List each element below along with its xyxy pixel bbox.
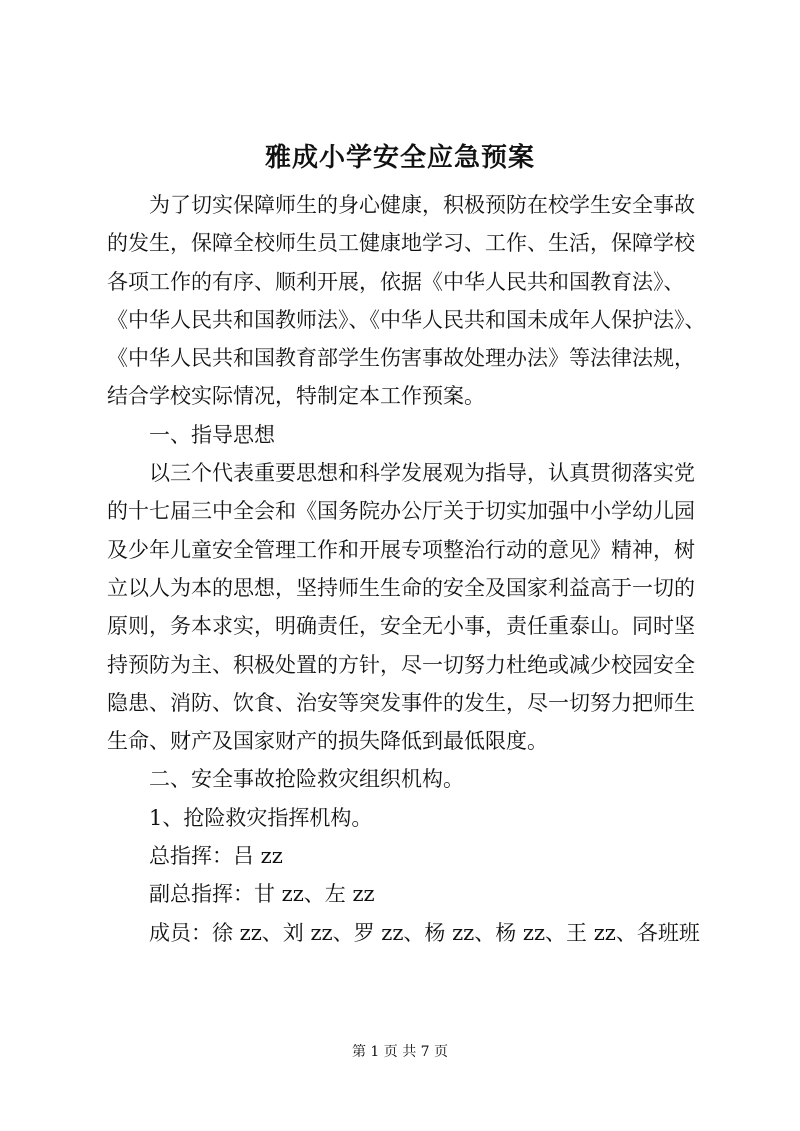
roster-line: 总指挥：吕 zz xyxy=(149,844,283,869)
paragraph-line: 生命、财产及国家财产的损失降低到最低限度。 xyxy=(107,729,548,754)
paragraph-line: 的十七届三中全会和《国务院办公厅关于切实加强中小学幼儿园 xyxy=(107,499,695,524)
document-body xyxy=(107,186,707,952)
page-footer: 第 1 页 共 7 页 xyxy=(351,1044,449,1060)
paragraph-line: 结合学校实际情况，特制定本工作预案。 xyxy=(107,384,485,409)
paragraph-line: 的发生，保障全校师生员工健康地学习、工作、生活，保障学校 xyxy=(107,231,695,256)
paragraph-line: 持预防为主、积极处置的方针，尽一切努力杜绝或减少校园安全 xyxy=(107,652,695,677)
paragraph-line: 立以人为本的思想，坚持师生生命的安全及国家利益高于一切的 xyxy=(107,575,695,600)
paragraph-line: 《中华人民共和国教育部学生伤害事故处理办法》等法律法规， xyxy=(107,346,695,371)
paragraph-line: 为了切实保障师生的身心健康，积极预防在校学生安全事故 xyxy=(149,193,695,217)
paragraph-line: 各项工作的有序、顺利开展，依据《中华人民共和国教育法》、 xyxy=(107,269,685,294)
paragraph-line: 隐患、消防、饮食、治安等突发事件的发生，尽一切努力把师生 xyxy=(107,690,695,715)
subsection-heading: 1、抢险救灾指挥机构。 xyxy=(149,805,373,830)
paragraph-line: 以三个代表重要思想和科学发展观为指导，认真贯彻落实党 xyxy=(149,461,695,486)
section-heading: 二、安全事故抢险救灾组织机构。 xyxy=(149,767,464,792)
paragraph-line: 《中华人民共和国教师法》、《中华人民共和国未成年人保护法》、 xyxy=(107,307,706,332)
section-heading: 一、指导思想 xyxy=(149,422,275,447)
document-title: 雅成小学安全应急预案 xyxy=(264,143,535,173)
paragraph-line: 原则，务本求实，明确责任，安全无小事，责任重泰山。同时坚 xyxy=(107,614,695,639)
roster-line: 副总指挥：甘 zz、左 zz xyxy=(149,882,375,907)
roster-line: 成员：徐 zz、刘 zz、罗 zz、杨 zz、杨 zz、王 zz、各班班 xyxy=(149,920,700,945)
paragraph-line: 及少年儿童安全管理工作和开展专项整治行动的意见》精神，树 xyxy=(107,537,695,562)
